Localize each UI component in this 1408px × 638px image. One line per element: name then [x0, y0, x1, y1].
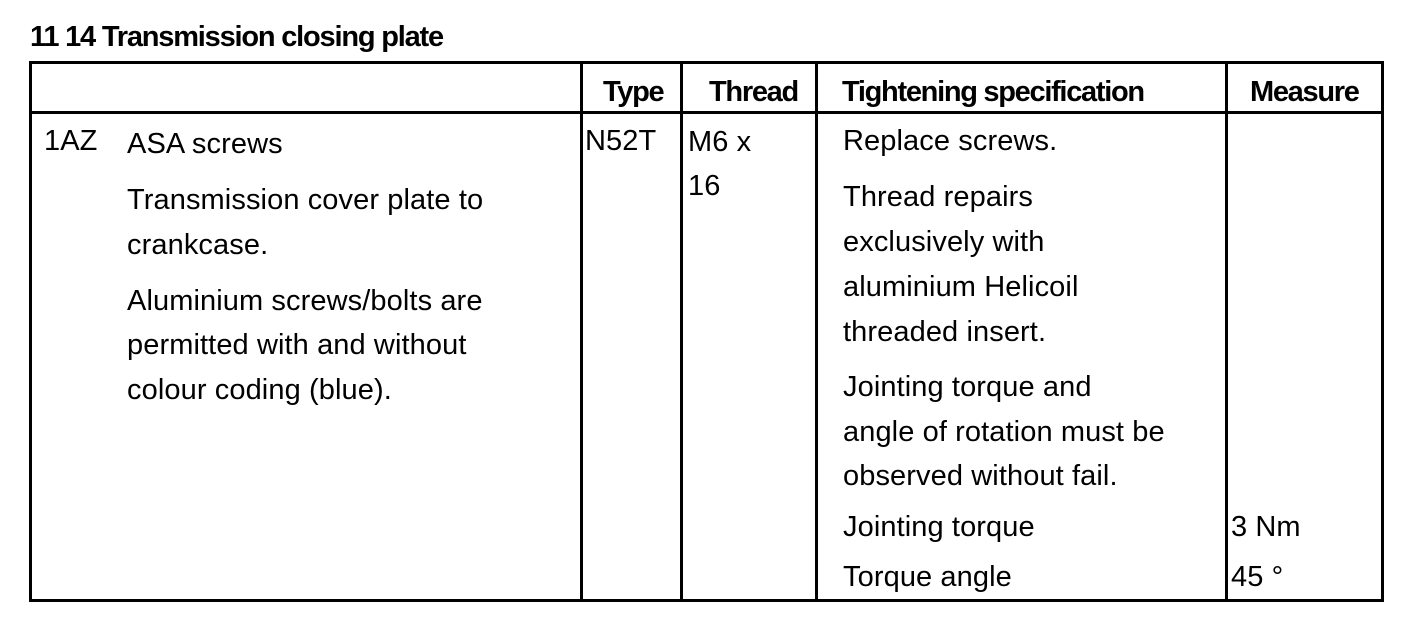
column-divider-type [580, 64, 583, 599]
spec-line: observed without fail. [843, 460, 1118, 492]
thread-value-line: M6 x [688, 126, 752, 158]
header-type: Type [603, 76, 664, 108]
spec-torque-angle-label: Torque angle [843, 561, 1012, 593]
spec-line: aluminium Helicoil [843, 271, 1079, 303]
header-divider [32, 111, 1381, 114]
header-tightening-specification: Tightening specification [842, 76, 1144, 108]
description-line: permitted with and without [127, 329, 467, 361]
header-thread: Thread [709, 76, 798, 108]
spec-line: Replace screws. [843, 125, 1058, 157]
thread-value-line: 16 [688, 170, 721, 202]
column-divider-thread [680, 64, 683, 599]
measure-angle: 45 ° [1231, 561, 1284, 593]
spec-line: exclusively with [843, 226, 1045, 258]
description-line: colour coding (blue). [127, 374, 392, 406]
spec-line: angle of rotation must be [843, 416, 1165, 448]
page-title: 11 14 Transmission closing plate [30, 21, 443, 53]
column-divider-spec [815, 64, 818, 599]
description-line: Aluminium screws/bolts are [127, 285, 483, 317]
header-measure: Measure [1250, 76, 1359, 108]
item-code: 1AZ [44, 125, 98, 157]
description-line: Transmission cover plate to [127, 184, 484, 216]
spec-line: threaded insert. [843, 316, 1047, 348]
column-divider-measure [1225, 64, 1228, 599]
spec-line: Thread repairs [843, 181, 1033, 213]
spec-jointing-torque-label: Jointing torque [843, 511, 1035, 543]
item-name: ASA screws [127, 128, 283, 160]
description-line: crankcase. [127, 229, 269, 261]
spec-table [29, 61, 1384, 602]
spec-line: Jointing torque and [843, 371, 1092, 403]
measure-torque: 3 Nm [1231, 511, 1301, 543]
type-value: N52T [585, 125, 657, 157]
